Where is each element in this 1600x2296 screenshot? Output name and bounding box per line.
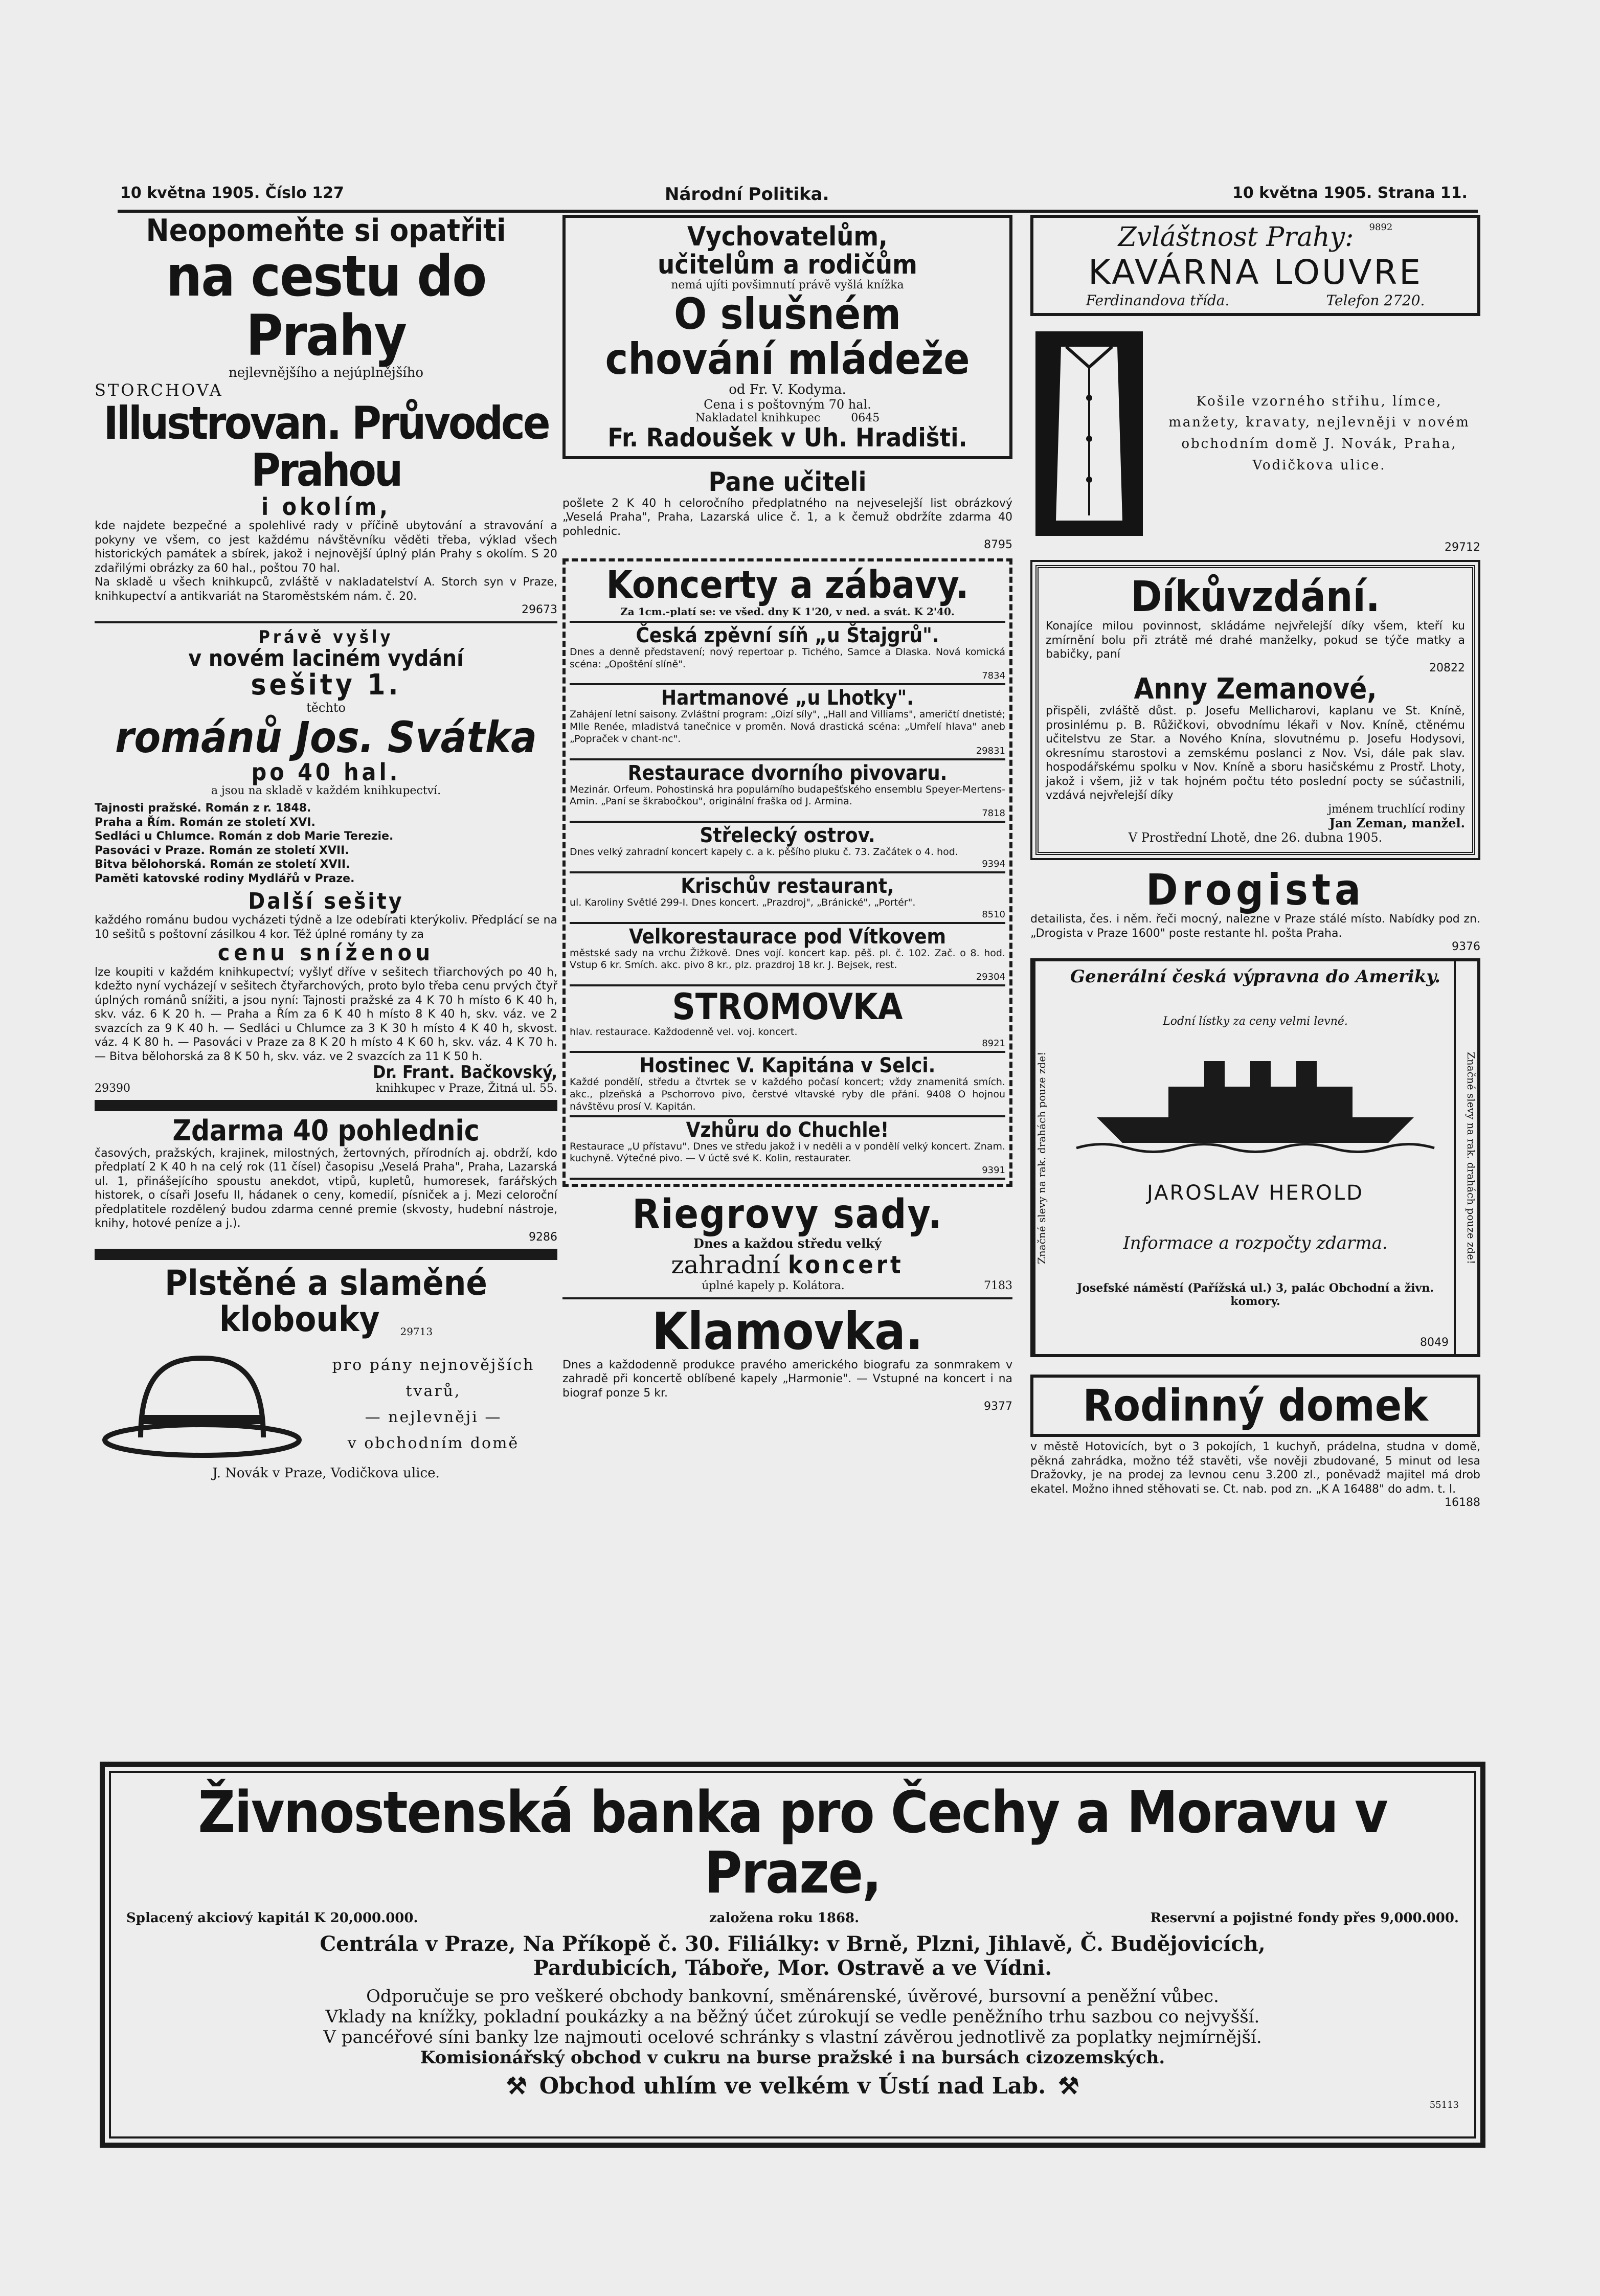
ad-kosile-body: Košile vzorného střihu, límce, manžety, kravaty, nejlevněji v novém obchodním domě J. Novák, Praha, Vodičkova ulice. bbox=[1168, 393, 1470, 473]
bank-services-2: Vklady na knížky, pokladní poukázky a na běžný účet zúrokují se vedle peněžního trhu sazbou co nejvyšší. bbox=[325, 2007, 1260, 2028]
ad-zivnostenska-banka bbox=[100, 1762, 1485, 2148]
ad-rodinny-domek bbox=[1030, 1375, 1480, 1437]
ad-storch-line2: na cestu do Prahy bbox=[166, 243, 486, 368]
novel-list-item: Pasováci v Praze. Román ze století XVII. bbox=[95, 844, 349, 857]
ad-svatek-line2: v novém laciném vydání bbox=[188, 645, 464, 671]
koncert-entry bbox=[570, 924, 1005, 987]
ad-dikuvzdani-body2: přispěli, zvláště důst. p. Josefu Mellicharovi, kaplanu ve St. Kníně, prosinlému p. B. Růžičkovi, obvodnímu lékaři v Nov. Kníně, ctěnému učitelstvu ze Star. a Nového Knína, slovutnému p. Josefu Hodysovi, okresnímu starostovi a zemskému poslanci z Nov. Vsi, dále pak slav. hospodářskému spolku v Nov. Kníně a sboru hasičskému z Prostř. Lhoty, jakož i všem, již v tak hojném počtu této poslední pocty se súčastnili, vzdává nejvřelejší díky bbox=[1046, 705, 1465, 802]
ad-svatek-next: Další sešity bbox=[248, 888, 404, 915]
ad-klobouky-r1: pro pány nejnovějších bbox=[332, 1356, 535, 1375]
ad-chovani-line2: učitelům a rodičům bbox=[658, 249, 917, 280]
ad-louvre-line1: Zvláštnost Prahy: bbox=[1118, 222, 1354, 253]
ad-klamovka-title: Klamovka. bbox=[651, 1301, 923, 1361]
koncert-entry bbox=[570, 986, 1005, 1053]
steamship-icon bbox=[1062, 1056, 1449, 1153]
ad-svatek-line3: sešity 1. bbox=[251, 668, 401, 702]
ad-kavarna-louvre bbox=[1030, 215, 1480, 316]
ad-svatek-cena: cenu sníženou bbox=[217, 940, 435, 966]
ad-dikuvzdani bbox=[1035, 565, 1475, 855]
koncert-code: 9394 bbox=[982, 858, 1005, 869]
ad-riegrovy-title: Riegrovy sady. bbox=[632, 1191, 943, 1238]
ad-klobouky-title1: Plstěné a slaměné bbox=[165, 1263, 487, 1303]
ad-domek-title: Rodinný domek bbox=[1083, 1380, 1428, 1432]
koncert-entry bbox=[570, 623, 1005, 686]
ad-domek-body: v městě Hotovicích, byt o 3 pokojích, 1 kuchyň, prádelna, studna v domě, pěkná zahrádka, možno též stavěti, vše nověji zbudované, 5 minut od lesa Dražovky, je na prodej za levnou cenu 3.200 zl., poněvadž majitel má drob ekatel. Možno ihned stěhovati se. Ct. nab. pod zn. „K A 16488" do adm. t. l. bbox=[1030, 1440, 1480, 1496]
novel-list-item: Tajnosti pražské. Román z r. 1848. bbox=[95, 802, 311, 815]
ad-louvre-title: KAVÁRNA LOUVRE bbox=[1088, 253, 1423, 292]
koncert-title: Vzhůru do Chuchle! bbox=[686, 1118, 889, 1142]
koncert-text: Mezinár. Orfeum. Pohostinská hra populárního budapešťského ensemblu Speyer-Mertens-Amin. „Paní se škrabočkou", originální fraška od J. Armina. bbox=[570, 783, 1005, 807]
ad-klobouky-r2: tvarů, bbox=[405, 1382, 461, 1401]
ad-chovani-price: Cena i s poštovným 70 hal. bbox=[704, 397, 871, 412]
ad-louvre-phone: Telefon 2720. bbox=[1326, 292, 1425, 309]
koncert-title: Střelecký ostrov. bbox=[700, 824, 875, 848]
ad-kosile-code: 29712 bbox=[1445, 541, 1480, 554]
ad-chovani-author: od Fr. V. Kodyma. bbox=[729, 381, 846, 397]
ad-svatek-note: a jsou na skladě v každém knihkupectví. bbox=[211, 784, 441, 798]
ad-drogista-title: Drogista bbox=[1145, 864, 1365, 915]
koncert-text: městské sady na vrchu Žižkově. Dnes vojí. koncert kap. pěš. pl. č. 102. Zač. o 8. hod. Vstup 6 kr. Smích. akc. pivo 8 kr., plz. prazdroj 18 kr. J. Bejsek, rest. bbox=[570, 947, 1005, 971]
ad-chovani-line3: nemá ujíti povšimnutí právě vyšlá knížka bbox=[671, 279, 904, 292]
ad-svatek-code: 29390 bbox=[95, 1082, 130, 1095]
ad-riegrovy-line3: úplné kapely p. Kolátora. bbox=[702, 1279, 845, 1292]
ad-chovani-code: 0645 bbox=[851, 411, 880, 424]
ad-svatek-body1: každého románu budou vycházeti týdně a lze odebírati kterýkoliv. Předplácí se na 10 sešitů s poštovní zásilkou 4 kor. Též úplné romány ty za bbox=[95, 914, 557, 941]
ad-svatek-sign2: knihkupec v Praze, Žitná ul. 55. bbox=[376, 1082, 557, 1095]
koncert-entry bbox=[570, 873, 1005, 924]
ad-svatek-price: po 40 hal. bbox=[251, 758, 401, 786]
ad-dikuvzdani-place: V Prostřední Lhotě, dne 26. dubna 1905. bbox=[1128, 830, 1383, 845]
ad-klobouky bbox=[95, 1265, 557, 1481]
ad-dikuvzdani-code: 20822 bbox=[1429, 661, 1465, 674]
koncert-text: Dnes a denně představení; nový repertoar p. Tichého, Samce a Dlaska. Nová komická scéna: „Opoštění slíně". bbox=[570, 646, 1005, 670]
koncert-code: 7834 bbox=[982, 670, 1005, 682]
hammer-pick-icon: ⚒ bbox=[1058, 2072, 1079, 2100]
ad-vypravna-arc: Generální česká výpravna do Ameriky. bbox=[1070, 966, 1441, 987]
ad-svatek-list bbox=[95, 801, 557, 886]
ad-pohlednice-code: 9286 bbox=[529, 1230, 557, 1244]
ad-klobouky-footer: J. Novák v Praze, Vodičkova ulice. bbox=[212, 1466, 440, 1481]
hammer-pick-icon: ⚒ bbox=[506, 2072, 527, 2100]
ad-klobouky-title2: klobouky bbox=[219, 1299, 380, 1340]
ad-svatek-body2: lze koupiti v každém knihkupectví; vyšlyť dříve v sešitech třiarchových po 40 h, kdežto nyní vycházejí v sešitech čtyřarchových, proto bylo třeba cenu prvých čtyř úplných románů snížiti, a jsou nyní: Tajnosti pražské za 4 K 70 h místo 6 K 40 h, skv. váz. 6 K 20 h. — Praha a Řím za 6 K 40 h místo 8 K 40 h, skv. váz. ve 2 svazcích za 9 K 40 h. — Sedláci u Chlumce za 3 K 30 h místo 4 K 40 h, skvost. váz. 4 K 80 h. — Pasováci v Praze za 8 K 20 h místo 4 K 60 h, skv. váz. 4 K 70 h. — Bitva bělohorská za 8 K 50 h, skv. váz. ve 2 svazcích za 11 K 50 h. bbox=[95, 965, 557, 1063]
koncert-title: Česká zpěvní síň „u Štajgrů". bbox=[636, 623, 939, 647]
koncert-title: STROMOVKA bbox=[672, 986, 903, 1028]
ad-vypravna-side-right: Značné slevy na rak. drahách pouze zde! bbox=[1454, 961, 1477, 1354]
column-1 bbox=[95, 215, 557, 1481]
ad-svatek-novels bbox=[95, 628, 557, 1095]
bank-coal: Obchod uhlím ve velkém v Ústí nad Lab. bbox=[539, 2073, 1046, 2099]
ad-koncerty-title: Koncerty a zábavy. bbox=[606, 563, 969, 607]
ad-storch-subtitle: i okolím, bbox=[261, 492, 391, 521]
ad-dikuvzdani-sign2: Jan Zeman, manžel. bbox=[1329, 815, 1465, 830]
ad-chovani-publisher: Nakladatel knihkupec bbox=[695, 411, 821, 424]
ad-klamovka bbox=[562, 1301, 1012, 1413]
ad-koncerty-rates: Za 1cm.-platí se: ve všed. dny K 1'20, v ned. a svát. K 2'40. bbox=[570, 605, 1005, 623]
ad-dikuvzdani-title: Díkůvzdání. bbox=[1131, 573, 1380, 621]
ad-vypravna-side-left: Značné slevy na rak. drahách pouze zde! bbox=[1033, 961, 1057, 1354]
ad-vypravna-code: 8049 bbox=[1420, 1336, 1449, 1349]
bank-branches-1: Centrála v Praze, Na Příkopě č. 30. Filiálky: v Brně, Plzni, Jihlavě, Č. Budějovicích, bbox=[320, 1932, 1266, 1956]
ad-chovani-title1: O slušném bbox=[673, 289, 902, 340]
ad-storch-line3: nejlevnějšího a nejúplnějšího bbox=[228, 365, 423, 380]
novel-list-item: Praha a Řím. Román ze století XVI. bbox=[95, 816, 316, 829]
bank-services-4: Komisionářský obchod v cukru na burse pražské i na bursách cizozemských. bbox=[420, 2047, 1165, 2068]
ad-riegrovy-code: 7183 bbox=[984, 1279, 1012, 1292]
ad-drogista-body: detailista, čes. i něm. řeči mocný, nalezne v Praze stálé místo. Nabídky pod zn. „Drogista v Praze 1600" poste restante hl. pošta Praha. bbox=[1030, 913, 1480, 940]
koncert-code: 7818 bbox=[982, 808, 1005, 819]
koncert-code: 8921 bbox=[982, 1038, 1005, 1049]
koncert-entry bbox=[570, 760, 1005, 823]
koncert-entry bbox=[570, 685, 1005, 760]
bank-branches-2: Pardubicích, Táboře, Mor. Ostravě a ve Vídni. bbox=[533, 1956, 1052, 1980]
ad-riegrovy-line2a: zahradní bbox=[671, 1250, 780, 1279]
koncert-entry bbox=[570, 1117, 1005, 1180]
koncert-title: Restaurace dvorního pivovaru. bbox=[627, 761, 948, 785]
ad-uciteli-title: Pane učiteli bbox=[708, 467, 867, 498]
koncert-code: 9391 bbox=[982, 1165, 1005, 1176]
koncert-title: Hostinec V. Kapitána v Selci. bbox=[639, 1054, 936, 1078]
koncert-text: Restaurace „U přístavu". Dnes ve středu jakož i v neděli a v pondělí velký koncert. Znam. kuchyně. Výtečné pivo. — V úctě své K. Kolin, restaurater. bbox=[570, 1140, 1005, 1164]
koncert-title: Velkorestaurace pod Vítkovem bbox=[628, 925, 947, 949]
ad-kosile bbox=[1030, 326, 1480, 541]
koncert-code: 8510 bbox=[982, 909, 1005, 920]
ad-klobouky-r4: v obchodním domě bbox=[347, 1434, 520, 1453]
ad-svatek-sign: Dr. Frant. Bačkovský, bbox=[373, 1062, 557, 1083]
ad-riegrovy-line2b: koncert bbox=[787, 1250, 904, 1279]
ad-storch-footer: Na skladě u všech knihkupců, zvláště v nakladatelství A. Storch syn v Praze, knihkupectví a antikvariát na Staroměstském nám. č. 20. bbox=[95, 576, 557, 603]
ad-klobouky-r3: — nejlevněji — bbox=[365, 1408, 502, 1427]
koncert-title: Hartmanové „u Lhotky". bbox=[661, 686, 914, 710]
separator bbox=[95, 1100, 557, 1111]
ad-storch-line1: Neopomeňte si opatřiti bbox=[146, 213, 506, 249]
bank-capital: Splacený akciový kapitál K 20,000.000. bbox=[126, 1910, 418, 1926]
bank-code: 55113 bbox=[1429, 2100, 1459, 2111]
ad-chovani-line1: Vychovatelům, bbox=[687, 221, 888, 252]
header-newspaper-title: Národní Politika. bbox=[665, 184, 829, 205]
koncert-title: Krischův restaurant, bbox=[681, 874, 894, 898]
ad-drogista-code: 9376 bbox=[1452, 940, 1480, 954]
ad-koncerty bbox=[562, 558, 1012, 1187]
hat-icon bbox=[95, 1343, 309, 1466]
ad-storch-title: Illustrovan. Průvodce Prahou bbox=[103, 397, 549, 497]
novel-list-item: Paměti katovské rodiny Mydlářů v Praze. bbox=[95, 872, 355, 885]
ad-drogista bbox=[1030, 864, 1480, 954]
koncert-code: 29831 bbox=[976, 745, 1005, 756]
separator bbox=[95, 621, 557, 623]
novel-list-item: Sedláci u Chlumce. Román z dob Marie Terezie. bbox=[95, 830, 394, 843]
ad-louvre-street: Ferdinandova třída. bbox=[1086, 292, 1230, 309]
ad-louvre-code: 9892 bbox=[1369, 222, 1393, 233]
bank-reserves: Reservní a pojistné fondy přes 9,000.000. bbox=[1150, 1910, 1459, 1926]
koncert-entry bbox=[570, 823, 1005, 873]
ad-vypravna-arc2: Lodní lístky za ceny velmi levné. bbox=[1163, 1015, 1348, 1028]
koncert-text: hlav. restaurace. Každodenně vel. voj. koncert. bbox=[570, 1026, 798, 1038]
header-date-issue: 10 května 1905. Číslo 127 bbox=[120, 184, 344, 202]
ad-klobouky-code: 29713 bbox=[400, 1325, 433, 1338]
bank-services-1: Odporučuje se pro veškeré obchody bankovní, směnárenské, úvěrové, bursovní a peněžní vůbec. bbox=[366, 1986, 1219, 2007]
ad-storch-publisher: STORCHOVA bbox=[95, 380, 223, 400]
ad-chovani-sign: Fr. Radoušek v Uh. Hradišti. bbox=[607, 422, 967, 453]
header-date-page: 10 května 1905. Strana 11. bbox=[1232, 184, 1468, 202]
column-3 bbox=[1030, 215, 1480, 1509]
ad-storch-guide bbox=[95, 215, 557, 616]
ad-klamovka-body: Dnes a každodenně produkce pravého amerického biografu za sonmrakem v zahradě při koncertě oblíbené kapely „Harmonie". — Vstupné na koncert i na biograf ponze 5 kr. bbox=[562, 1358, 1012, 1400]
koncert-text: Dnes velký zahradní koncert kapely c. a k. pěšího pluku č. 73. Začátek o 4. hod. bbox=[570, 846, 958, 858]
koncert-text: Každé pondělí, středu a čtvrtek se v každého počasí koncert; vždy znamenitá smích. akc., plzeňská a Pschorrovo pivo, čerstvé vltavské ryby dle přání. 9408 O hojnou návštěvu prosí V. Kapitán. bbox=[570, 1076, 1005, 1112]
novel-list-item: Bitva bělohorská. Román ze století XVII. bbox=[95, 858, 350, 871]
ad-pohlednice-title: Zdarma 40 pohlednic bbox=[172, 1114, 480, 1147]
bank-founded: založena roku 1868. bbox=[709, 1910, 860, 1926]
ad-domek-code: 16188 bbox=[1445, 1496, 1480, 1510]
koncert-text: ul. Karoliny Světlé 299-I. Dnes koncert. „Prazdroj", „Bránické", „Portér". bbox=[570, 896, 916, 908]
ad-svatek-title: románů Jos. Svátka bbox=[115, 712, 537, 762]
ad-pohlednice bbox=[95, 1116, 557, 1244]
column-2 bbox=[562, 215, 1012, 1413]
ad-dikuvzdani-sign1: jménem truchlící rodiny bbox=[1328, 802, 1465, 816]
ad-dikuvzdani-body1: Konajíce milou povinnost, skládáme nejvřelejší díky všem, kteří ku zmírnění bolu při ztrátě mé drahé manželky, pokud se týče matky a babičky, paní bbox=[1046, 620, 1465, 661]
separator bbox=[562, 1297, 1012, 1299]
bank-services-3: V pancéřové síni banky lze najmouti ocelové schránky s vlastní závěrou jednotlivě za poplatky nejmírnější. bbox=[323, 2027, 1262, 2048]
ad-svatek-line4: těchto bbox=[306, 700, 346, 715]
ad-storch-body: kde najdete bezpečné a spolehlivé rady v příčině ubytování a stravování a pokyny ve všem, co jest každému návštěvníku věděti třeba, výklad všech historických památek a sbírek, jakož i nejnovější úplný plán Prahy s okolím. S 20 zdařilými obrázky za 60 hal., poštou 70 hal. bbox=[95, 520, 557, 575]
ad-storch-code: 29673 bbox=[522, 603, 557, 617]
shirt-icon bbox=[1030, 326, 1148, 541]
ad-riegrovy-sady bbox=[562, 1191, 1012, 1292]
ad-vypravna-address: Josefské náměstí (Pařížská ul.) 3, palác Obchodní a živn. komory. bbox=[1076, 1281, 1434, 1309]
ad-vypravna-name: JAROSLAV HEROLD bbox=[1147, 1181, 1364, 1205]
ad-uciteli-code: 8795 bbox=[984, 538, 1012, 552]
ad-klamovka-code: 9377 bbox=[984, 1400, 1012, 1413]
bank-title: Živnostenská banka pro Čechy a Moravu v Praze, bbox=[198, 1780, 1387, 1906]
ad-vypravna-info: Informace a rozpočty zdarma. bbox=[1123, 1233, 1388, 1254]
ad-pohlednice-body: časových, pražských, krajinek, milostných, žertovných, přírodních aj. obdrží, kdo předplatí 2 K 40 h na celý rok (11 čísel) časopisu „Veselá Praha", Praha, Lazarská ul. 1, přinášejícího spoustu anekdot, vtipů, kupletů, humoresek, farářských historek, o císaři Josefu II, hádanek o ceny, komedií, písniček a j. Mezi celoroční předplatitele rozdělený budou zdarma cenné premie (skvosty, hudební nástroje, knihy, hotové peníze a j.). bbox=[95, 1146, 557, 1230]
koncert-code: 29304 bbox=[976, 972, 1005, 983]
koncert-entry bbox=[570, 1053, 1005, 1117]
ad-uciteli-body: pošlete 2 K 40 h celoročního předplatného na nejveselejší list obrázkový „Veselá Praha", Praha, Lazarská ulice č. 1, a k čemuž obdržíte zdarma 40 pohlednic. bbox=[562, 497, 1012, 538]
ad-pane-uciteli bbox=[562, 468, 1012, 551]
separator bbox=[95, 1249, 557, 1260]
ad-svatek-line1: Právě vyšly bbox=[258, 627, 394, 648]
ad-vypravna-ameriky bbox=[1030, 958, 1480, 1357]
koncerty-list bbox=[570, 623, 1005, 1180]
ad-chovani-title2: chování mládeže bbox=[605, 334, 970, 385]
ad-slusne-chovani bbox=[562, 215, 1012, 459]
ad-riegrovy-line1: Dnes a každou středu velký bbox=[693, 1235, 882, 1251]
ad-dikuvzdani-name: Anny Zemanové, bbox=[1134, 672, 1377, 706]
koncert-text: Zahájení letní saisony. Zvláštní program: „Oizí síly", „Hall and Villiams", američtí dnetisté; Mlle Renée, mladistvá tanečnice v proměn. Nová drastická scéna: „Umřelí hlava" aneb „Popraček v chant-nc". bbox=[570, 709, 1005, 745]
